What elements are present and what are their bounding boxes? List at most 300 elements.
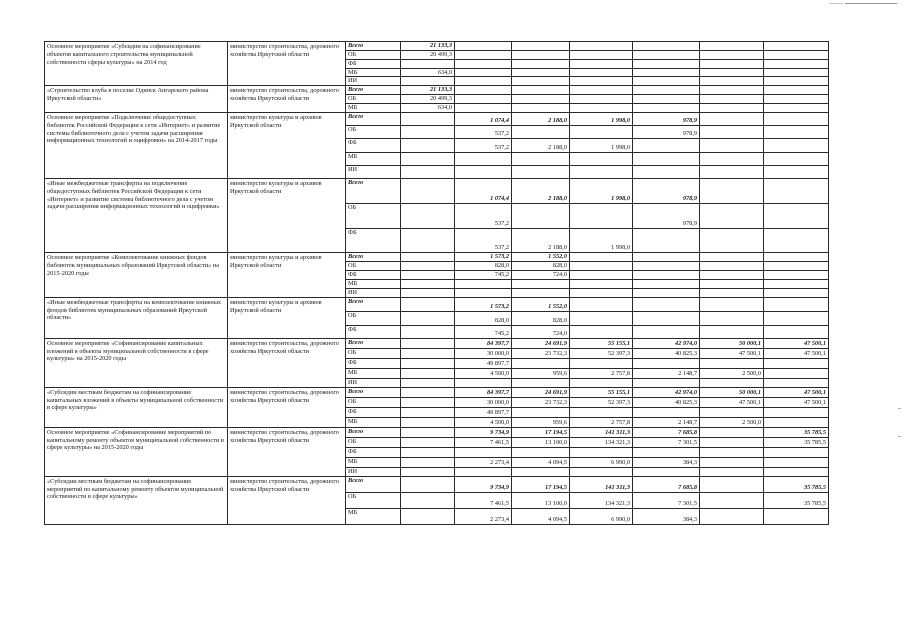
amount-cell (570, 50, 633, 59)
amount-cell (401, 165, 455, 178)
amount-cell (401, 368, 455, 378)
responsible-organization-cell: министерство культуры и архивов Иркутской области (228, 252, 346, 297)
amount-cell: 2 273,4 (455, 457, 512, 467)
amount-cell (633, 86, 700, 95)
amount-cell (570, 252, 633, 261)
amount-cell (401, 378, 455, 387)
amount-cell: 13 100,0 (512, 492, 570, 508)
responsible-organization-cell: министерство строительства, дорожного хозяйства Иркутской области (228, 86, 346, 113)
amount-cell: 30 000,0 (455, 348, 512, 358)
amount-cell (633, 138, 700, 152)
amount-cell (401, 59, 455, 68)
amount-cell: 1 552,0 (512, 297, 570, 311)
amount-cell (764, 508, 829, 524)
amount-cell (512, 50, 570, 59)
amount-cell (401, 427, 455, 437)
amount-cell: 20 499,3 (401, 50, 455, 59)
amount-cell (764, 288, 829, 297)
amount-cell: 1 998,0 (570, 178, 633, 203)
amount-cell: 828,0 (455, 261, 512, 270)
amount-cell (633, 325, 700, 338)
amount-cell: 978,9 (633, 178, 700, 203)
amount-cell (633, 228, 700, 252)
amount-cell (633, 311, 700, 325)
amount-cell (700, 378, 764, 387)
amount-cell: 384,3 (633, 508, 700, 524)
amount-cell (455, 467, 512, 476)
funding-source-cell: ФБ (346, 138, 401, 152)
funding-source-cell: Всего (346, 297, 401, 311)
amount-cell (512, 279, 570, 288)
amount-cell (700, 358, 764, 368)
scan-artifact-dash (898, 436, 901, 437)
amount-cell: 24 691,9 (512, 387, 570, 397)
amount-cell (700, 252, 764, 261)
table-row (45, 427, 829, 437)
activity-description-cell: Основное мероприятие «Подключение общедоступных библиотек Российской Федерации к сети «Интернет» и развитие системы библиотечного дела с учетом задачи расширения информационных технологий и оцифровки» на 2014-2017 годы (45, 112, 228, 178)
amount-cell (700, 42, 764, 51)
amount-cell (401, 338, 455, 348)
amount-cell: 537,2 (455, 228, 512, 252)
funding-source-cell: ОБ (346, 492, 401, 508)
funding-source-cell: МБ (346, 457, 401, 467)
amount-cell (455, 165, 512, 178)
amount-cell (512, 467, 570, 476)
amount-cell (570, 297, 633, 311)
amount-cell (764, 311, 829, 325)
responsible-organization-cell: министерство строительства, дорожного хозяйства Иркутской области (228, 42, 346, 86)
amount-cell (700, 203, 764, 228)
amount-cell: 17 194,5 (512, 476, 570, 492)
amount-cell (512, 152, 570, 165)
amount-cell (700, 178, 764, 203)
amount-cell (401, 348, 455, 358)
amount-cell: 141 311,3 (570, 476, 633, 492)
amount-cell (700, 447, 764, 457)
amount-cell (512, 95, 570, 104)
activity-description-cell: «Иные межбюджетные трансферты на комплектование книжных фондов библиотек муниципальных образований Иркутской области» (45, 297, 228, 338)
activity-description-cell: Основное мероприятие «Софинансирование мероприятий по капитальному ремонту объектов муниципальной собственности в сфере культуры» на 2015-2020 годы (45, 427, 228, 476)
funding-source-cell: МБ (346, 508, 401, 524)
amount-cell (700, 476, 764, 492)
amount-cell (512, 59, 570, 68)
amount-cell: 2 188,0 (512, 138, 570, 152)
responsible-organization-cell: министерство строительства, дорожного хозяйства Иркутской области (228, 427, 346, 476)
amount-cell (700, 59, 764, 68)
amount-cell (401, 437, 455, 447)
amount-cell (764, 447, 829, 457)
amount-cell (700, 112, 764, 125)
activity-description-cell: Основное мероприятие «Софинансирование капитальных вложений в объекты муниципальной собственности в сфере культуры» на 2015-2020 годы (45, 338, 228, 387)
amount-cell (512, 68, 570, 77)
funding-source-cell: ФБ (346, 447, 401, 457)
activity-description-cell: «Иные межбюджетные трансферты на подключение общедоступных библиотек Российской Федерации к сети «Интернет» и развитие системы библиотечного дела с учетом задачи расширения информационных технологий и оцифровки» (45, 178, 228, 252)
table-row (45, 297, 829, 311)
amount-cell (401, 467, 455, 476)
amount-cell: 7 461,5 (455, 492, 512, 508)
amount-cell: 978,9 (633, 125, 700, 138)
amount-cell (700, 407, 764, 417)
amount-cell (401, 178, 455, 203)
amount-cell (764, 42, 829, 51)
amount-cell (455, 77, 512, 86)
amount-cell: 84 397,7 (455, 387, 512, 397)
amount-cell: 35 785,5 (764, 427, 829, 437)
amount-cell (764, 228, 829, 252)
amount-cell (570, 311, 633, 325)
funding-source-cell: Всего (346, 86, 401, 95)
funding-source-cell: ОБ (346, 261, 401, 270)
amount-cell: 2 500,0 (700, 417, 764, 427)
funding-source-cell: ОБ (346, 125, 401, 138)
amount-cell (570, 42, 633, 51)
amount-cell: 7 461,5 (455, 437, 512, 447)
amount-cell: 959,6 (512, 368, 570, 378)
amount-cell (401, 297, 455, 311)
funding-source-cell: ОБ (346, 50, 401, 59)
amount-cell (401, 387, 455, 397)
amount-cell (401, 228, 455, 252)
budget-table-body (45, 42, 829, 525)
amount-cell (455, 152, 512, 165)
table-row (45, 86, 829, 95)
funding-source-cell: МБ (346, 152, 401, 165)
amount-cell: 1 074,4 (455, 178, 512, 203)
amount-cell: 2 500,0 (700, 368, 764, 378)
amount-cell (570, 68, 633, 77)
amount-cell: 47 500,1 (764, 348, 829, 358)
amount-cell: 4 500,0 (455, 368, 512, 378)
amount-cell (401, 447, 455, 457)
amount-cell: 55 155,1 (570, 338, 633, 348)
amount-cell: 1 552,0 (512, 252, 570, 261)
funding-source-cell: ОБ (346, 95, 401, 104)
amount-cell: 537,2 (455, 203, 512, 228)
funding-source-cell: МБ (346, 68, 401, 77)
amount-cell (700, 288, 764, 297)
amount-cell (455, 86, 512, 95)
amount-cell: 828,0 (512, 311, 570, 325)
amount-cell (764, 279, 829, 288)
amount-cell: 52 397,3 (570, 348, 633, 358)
amount-cell (764, 203, 829, 228)
amount-cell: 47 500,1 (764, 397, 829, 407)
amount-cell (764, 104, 829, 113)
amount-cell (570, 378, 633, 387)
funding-source-cell: ФБ (346, 325, 401, 338)
amount-cell: 47 500,1 (700, 397, 764, 407)
amount-cell (512, 104, 570, 113)
amount-cell (633, 59, 700, 68)
amount-cell (633, 95, 700, 104)
amount-cell (570, 59, 633, 68)
table-row (45, 112, 829, 125)
amount-cell (764, 112, 829, 125)
amount-cell (700, 125, 764, 138)
amount-cell (570, 152, 633, 165)
amount-cell (700, 261, 764, 270)
amount-cell: 35 785,5 (764, 476, 829, 492)
amount-cell: 634,0 (401, 68, 455, 77)
amount-cell (633, 447, 700, 457)
amount-cell (570, 95, 633, 104)
amount-cell: 47 500,1 (764, 387, 829, 397)
amount-cell (700, 297, 764, 311)
amount-cell: 42 974,0 (633, 338, 700, 348)
amount-cell (455, 279, 512, 288)
amount-cell (764, 417, 829, 427)
amount-cell (455, 59, 512, 68)
amount-cell (401, 397, 455, 407)
amount-cell (455, 95, 512, 104)
amount-cell (633, 279, 700, 288)
activity-description-cell: Основное мероприятие «Комплектование книжных фондов библиотек муниципальных образований Иркутской области» на 2015-2020 годы (45, 252, 228, 297)
table-row (45, 338, 829, 348)
amount-cell: 828,0 (455, 311, 512, 325)
funding-source-cell: ОБ (346, 437, 401, 447)
amount-cell: 828,0 (512, 261, 570, 270)
amount-cell (764, 270, 829, 279)
amount-cell (512, 378, 570, 387)
scan-artifact-line (829, 3, 843, 4)
amount-cell (512, 407, 570, 417)
amount-cell (455, 288, 512, 297)
funding-source-cell: ИИ (346, 77, 401, 86)
amount-cell (633, 358, 700, 368)
amount-cell: 50 000,1 (700, 387, 764, 397)
amount-cell: 40 825,3 (633, 348, 700, 358)
funding-source-cell: МБ (346, 104, 401, 113)
amount-cell (401, 77, 455, 86)
amount-cell: 978,9 (633, 203, 700, 228)
amount-cell: 17 194,5 (512, 427, 570, 437)
amount-cell (633, 407, 700, 417)
amount-cell (700, 50, 764, 59)
amount-cell (764, 77, 829, 86)
amount-cell (570, 407, 633, 417)
funding-source-cell: МБ (346, 368, 401, 378)
amount-cell: 20 499,3 (401, 95, 455, 104)
amount-cell: 134 321,3 (570, 492, 633, 508)
activity-description-cell: «Субсидии местным бюджетам на софинансирование капитальных вложений в объекты муниципальной собственности в сфере культуры» (45, 387, 228, 427)
amount-cell (764, 368, 829, 378)
amount-cell: 6 990,0 (570, 508, 633, 524)
funding-source-cell: Всего (346, 252, 401, 261)
amount-cell (700, 492, 764, 508)
amount-cell (633, 152, 700, 165)
amount-cell (401, 125, 455, 138)
activity-description-cell: Основное мероприятие «Субсидии на софинансирование объектов капитального строительства муниципальной собственности сферы культуры» на 2014 год (45, 42, 228, 86)
table-row (45, 252, 829, 261)
amount-cell: 21 133,3 (401, 42, 455, 51)
budget-table (44, 41, 829, 525)
amount-cell: 1 074,4 (455, 112, 512, 125)
amount-cell (401, 203, 455, 228)
funding-source-cell: Всего (346, 338, 401, 348)
funding-source-cell: ИИ (346, 378, 401, 387)
amount-cell (401, 457, 455, 467)
funding-source-cell: МБ (346, 417, 401, 427)
amount-cell: 9 734,9 (455, 427, 512, 437)
amount-cell (633, 104, 700, 113)
amount-cell: 2 188,0 (512, 228, 570, 252)
amount-cell (700, 86, 764, 95)
amount-cell: 7 685,8 (633, 427, 700, 437)
amount-cell (633, 165, 700, 178)
funding-source-cell: МБ (346, 279, 401, 288)
amount-cell (764, 325, 829, 338)
amount-cell: 959,6 (512, 417, 570, 427)
amount-cell (633, 50, 700, 59)
amount-cell: 2 757,8 (570, 417, 633, 427)
amount-cell: 40 825,3 (633, 397, 700, 407)
funding-source-cell: ОБ (346, 203, 401, 228)
amount-cell (570, 77, 633, 86)
amount-cell (633, 42, 700, 51)
amount-cell (455, 378, 512, 387)
amount-cell (700, 427, 764, 437)
amount-cell (764, 178, 829, 203)
amount-cell (401, 252, 455, 261)
amount-cell (700, 508, 764, 524)
amount-cell: 35 785,5 (764, 492, 829, 508)
amount-cell (764, 457, 829, 467)
amount-cell (764, 59, 829, 68)
amount-cell (570, 447, 633, 457)
amount-cell: 52 397,3 (570, 397, 633, 407)
amount-cell (401, 138, 455, 152)
table-row (45, 178, 829, 203)
amount-cell (570, 358, 633, 368)
funding-source-cell: ФБ (346, 228, 401, 252)
amount-cell (764, 261, 829, 270)
amount-cell (570, 203, 633, 228)
amount-cell (700, 68, 764, 77)
funding-source-cell: ФБ (346, 270, 401, 279)
amount-cell: 35 785,5 (764, 437, 829, 447)
amount-cell (764, 125, 829, 138)
amount-cell: 21 133,3 (401, 86, 455, 95)
amount-cell (401, 261, 455, 270)
amount-cell (633, 378, 700, 387)
amount-cell: 55 155,1 (570, 387, 633, 397)
table-row (45, 42, 829, 51)
amount-cell (764, 297, 829, 311)
amount-cell (764, 138, 829, 152)
amount-cell: 537,2 (455, 138, 512, 152)
amount-cell (633, 68, 700, 77)
amount-cell: 978,9 (633, 112, 700, 125)
amount-cell: 724,0 (512, 325, 570, 338)
amount-cell (512, 165, 570, 178)
amount-cell: 141 311,3 (570, 427, 633, 437)
amount-cell (700, 104, 764, 113)
amount-cell (764, 407, 829, 417)
amount-cell: 23 732,3 (512, 397, 570, 407)
amount-cell (764, 378, 829, 387)
amount-cell (512, 77, 570, 86)
amount-cell (764, 165, 829, 178)
funding-source-cell: ИИ (346, 467, 401, 476)
amount-cell (700, 165, 764, 178)
amount-cell (570, 279, 633, 288)
responsible-organization-cell: министерство строительства, дорожного хозяйства Иркутской области (228, 338, 346, 387)
amount-cell (764, 252, 829, 261)
table-row (45, 387, 829, 397)
funding-source-cell: Всего (346, 476, 401, 492)
amount-cell (570, 288, 633, 297)
amount-cell: 1 998,0 (570, 228, 633, 252)
table-row (45, 476, 829, 492)
amount-cell: 745,2 (455, 325, 512, 338)
amount-cell: 634,0 (401, 104, 455, 113)
amount-cell: 724,0 (512, 270, 570, 279)
amount-cell (455, 42, 512, 51)
amount-cell (764, 86, 829, 95)
amount-cell: 7 301,5 (633, 437, 700, 447)
funding-source-cell: Всего (346, 42, 401, 51)
amount-cell (764, 50, 829, 59)
funding-source-cell: ИИ (346, 165, 401, 178)
amount-cell (700, 457, 764, 467)
amount-cell (764, 467, 829, 476)
amount-cell (700, 77, 764, 86)
amount-cell (401, 508, 455, 524)
amount-cell: 4 500,0 (455, 417, 512, 427)
funding-source-cell: ФБ (346, 59, 401, 68)
amount-cell: 7 685,8 (633, 476, 700, 492)
amount-cell: 49 897,7 (455, 407, 512, 417)
amount-cell (401, 270, 455, 279)
amount-cell: 2 757,8 (570, 368, 633, 378)
amount-cell: 49 897,7 (455, 358, 512, 368)
amount-cell (633, 252, 700, 261)
amount-cell (700, 437, 764, 447)
amount-cell (512, 447, 570, 457)
amount-cell (512, 42, 570, 51)
funding-source-cell: ОБ (346, 397, 401, 407)
amount-cell (700, 138, 764, 152)
amount-cell: 47 500,1 (764, 338, 829, 348)
amount-cell (401, 492, 455, 508)
amount-cell (401, 112, 455, 125)
responsible-organization-cell: министерство культуры и архивов Иркутской области (228, 112, 346, 178)
amount-cell (764, 358, 829, 368)
amount-cell: 537,2 (455, 125, 512, 138)
amount-cell (570, 261, 633, 270)
amount-cell (401, 476, 455, 492)
amount-cell (570, 86, 633, 95)
amount-cell: 2 188,0 (512, 112, 570, 125)
responsible-organization-cell: министерство культуры и архивов Иркутской области (228, 297, 346, 338)
amount-cell (700, 228, 764, 252)
amount-cell: 84 397,7 (455, 338, 512, 348)
amount-cell: 2 188,0 (512, 178, 570, 203)
amount-cell (455, 104, 512, 113)
amount-cell (633, 297, 700, 311)
activity-description-cell: «Субсидии местным бюджетам на софинансирование мероприятий по капитальному ремонту объектов муниципальной собственности в сфере культуры» (45, 476, 228, 524)
amount-cell (570, 270, 633, 279)
amount-cell (700, 270, 764, 279)
funding-source-cell: ФБ (346, 407, 401, 417)
amount-cell: 24 691,9 (512, 338, 570, 348)
amount-cell (570, 165, 633, 178)
amount-cell (401, 311, 455, 325)
amount-cell (633, 261, 700, 270)
funding-source-cell: ОБ (346, 348, 401, 358)
amount-cell (700, 467, 764, 476)
responsible-organization-cell: министерство строительства, дорожного хозяйства Иркутской области (228, 476, 346, 524)
